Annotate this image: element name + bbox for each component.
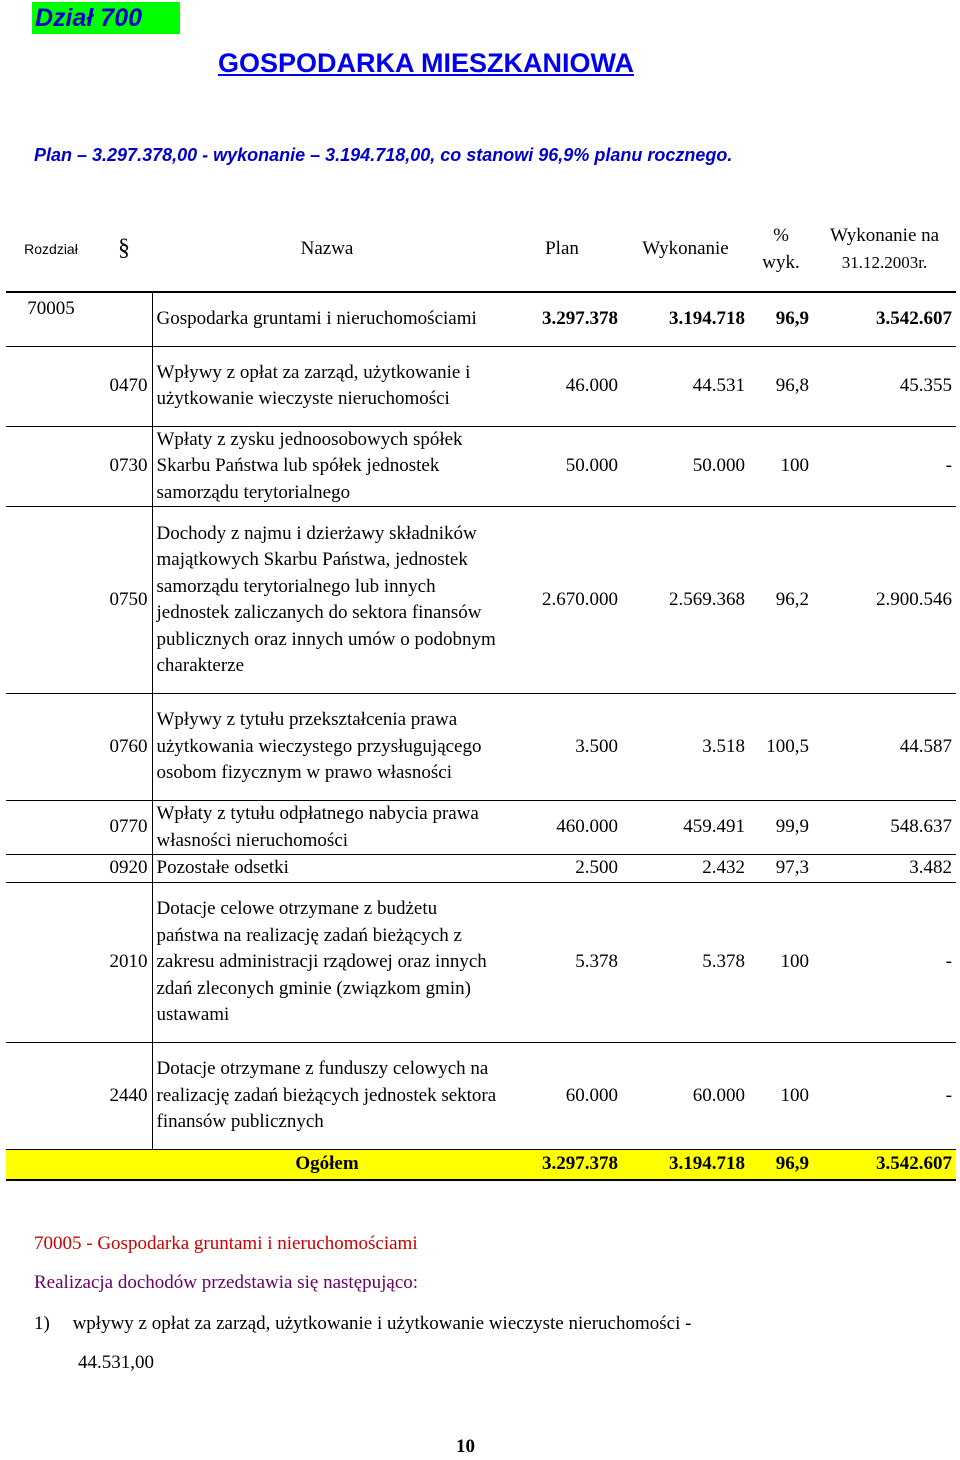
total-label: Ogółem: [152, 1150, 502, 1180]
section-label: Dział 700: [32, 2, 180, 34]
row-wykonanie: 5.378: [622, 883, 749, 1043]
row-nazwa: Dotacje celowe otrzymane z budżetu państwa na realizację zadań bieżących z zakresu administracji rządowej oraz innych zdań zleconych gminie (związkom gmin) ustawami: [152, 883, 502, 1043]
table-row: [6, 883, 956, 1043]
row-pct: 96,2: [749, 507, 813, 694]
row-nazwa: Wpływy z tytułu przekształcenia prawa użytkowania wieczystego przysługującego osobom fizycznym w prawo własności: [152, 694, 502, 801]
total-plan: 3.297.378: [502, 1150, 622, 1180]
header-rozdzial: Rozdział: [6, 208, 96, 292]
row-wykonanie: 2.569.368: [622, 507, 749, 694]
row-paragraf: 2440: [109, 1084, 148, 1106]
row-rozdzial: [6, 855, 96, 883]
total-row: [6, 1150, 956, 1180]
table-row: [6, 1043, 956, 1150]
header-wyk-na-date: 31.12.2003r.: [841, 252, 928, 272]
list-item-number: 1): [34, 1313, 50, 1334]
row-wyk-na: 548.637: [813, 801, 956, 855]
row-wyk-na: -: [945, 1084, 952, 1106]
row-nazwa: Dotacje otrzymane z funduszy celowych na realizację zadań bieżących jednostek sektora finansów publicznych: [152, 1043, 502, 1150]
row-nazwa: Pozostałe odsetki: [152, 855, 502, 883]
page-number: 10: [456, 1436, 475, 1457]
header-plan: Plan: [502, 208, 622, 292]
row-plan: 2.500: [502, 855, 622, 883]
row-pct: 100,5: [749, 694, 813, 801]
table-row: [6, 855, 956, 883]
row-pct: 96,9: [749, 292, 813, 346]
table-row: [6, 346, 956, 426]
total-wykonanie: 3.194.718: [622, 1150, 749, 1180]
section-heading: 70005 - Gospodarka gruntami i nieruchomościami: [34, 1233, 418, 1254]
row-wyk-na: 2.900.546: [813, 507, 956, 694]
header-pct: [749, 208, 813, 292]
row-rozdzial: [6, 346, 96, 426]
row-paragraf: 0470: [96, 346, 152, 426]
table-row: [6, 426, 956, 507]
row-rozdzial: [6, 883, 96, 1043]
table-row: [6, 801, 956, 855]
section-sign-icon: §: [118, 235, 130, 262]
row-nazwa: Dochody z najmu i dzierżawy składników majątkowych Skarbu Państwa, jednostek samorządu terytorialnego lub innych jednostek zaliczanych do sektora finansów publicznych oraz innych umów o podobnym charakterze: [152, 507, 502, 694]
row-rozdzial: 70005: [6, 292, 96, 346]
table-row: [6, 694, 956, 801]
list-item: [34, 1313, 691, 1335]
row-pct: 96,8: [749, 346, 813, 426]
table-row: [6, 292, 956, 346]
row-wykonanie: 459.491: [622, 801, 749, 855]
row-rozdzial: [6, 801, 96, 855]
row-wykonanie: 2.432: [622, 855, 749, 883]
budget-table: [6, 208, 956, 1181]
row-wyk-na: 44.587: [813, 694, 956, 801]
row-plan: 60.000: [565, 1084, 618, 1106]
row-wyk-na: 3.482: [813, 855, 956, 883]
row-wyk-na: -: [813, 883, 956, 1043]
header-pct-label: wyk.: [762, 251, 800, 273]
row-paragraf: 2010: [96, 883, 152, 1043]
row-wykonanie: 60.000: [692, 1084, 745, 1106]
row-wykonanie: 44.531: [622, 346, 749, 426]
row-wyk-na: 45.355: [813, 346, 956, 426]
header-wykonanie: Wykonanie: [622, 208, 749, 292]
row-rozdzial: [6, 1043, 96, 1150]
total-pct: 96,9: [749, 1150, 813, 1180]
row-plan: 5.378: [502, 883, 622, 1043]
row-pct: 100: [780, 1084, 809, 1106]
row-wykonanie: 3.518: [622, 694, 749, 801]
row-wykonanie: 3.194.718: [622, 292, 749, 346]
header-nazwa: Nazwa: [152, 208, 502, 292]
table-header-row: [6, 208, 956, 292]
row-pct: 100: [749, 883, 813, 1043]
header-pct-symbol: %: [773, 225, 789, 246]
row-wykonanie: 50.000: [622, 426, 749, 507]
row-pct: 100: [749, 426, 813, 507]
row-paragraf: 0760: [96, 694, 152, 801]
row-paragraf: 0920: [96, 855, 152, 883]
row-rozdzial: [6, 426, 96, 507]
row-pct: 97,3: [749, 855, 813, 883]
row-wyk-na: 3.542.607: [813, 292, 956, 346]
row-plan: 46.000: [502, 346, 622, 426]
page-title: GOSPODARKA MIESZKANIOWA: [218, 48, 635, 78]
row-paragraf: 0730: [96, 426, 152, 507]
row-plan: 50.000: [502, 426, 622, 507]
row-paragraf: 0770: [96, 801, 152, 855]
row-plan: 2.670.000: [502, 507, 622, 694]
table-row: [6, 507, 956, 694]
row-pct: 99,9: [749, 801, 813, 855]
row-rozdzial: [6, 507, 96, 694]
row-paragraf: [96, 292, 152, 346]
row-paragraf: 0750: [96, 507, 152, 694]
section-subtitle: Realizacja dochodów przedstawia się następująco:: [34, 1272, 419, 1293]
total-wyk-na: 3.542.607: [813, 1150, 956, 1180]
plan-summary: [34, 145, 732, 166]
list-item-text: wpływy z opłat za zarząd, użytkowanie i użytkowanie wieczyste nieruchomości -: [72, 1313, 692, 1334]
row-plan: 3.297.378: [502, 292, 622, 346]
row-nazwa: Wpłaty z zysku jednoosobowych spółek Skarbu Państwa lub spółek jednostek samorządu terytorialnego: [152, 426, 502, 507]
row-nazwa: Wpływy z opłat za zarząd, użytkowanie i użytkowanie wieczyste nieruchomości: [152, 346, 502, 426]
header-wyk-na-label: Wykonanie na: [829, 225, 940, 246]
row-wyk-na: -: [813, 426, 956, 507]
plan-summary-text: Plan – 3.297.378,00 - wykonanie – 3.194.718,00, co stanowi 96,9% planu rocznego.: [34, 145, 733, 165]
row-nazwa: Wpłaty z tytułu odpłatnego nabycia prawa własności nieruchomości: [152, 801, 502, 855]
row-rozdzial: [6, 694, 96, 801]
row-nazwa: Gospodarka gruntami i nieruchomościami: [152, 292, 502, 346]
list-item-value: 44.531,00: [78, 1352, 154, 1373]
row-plan: 460.000: [502, 801, 622, 855]
header-wyk-na: [813, 208, 956, 292]
row-plan: 3.500: [502, 694, 622, 801]
